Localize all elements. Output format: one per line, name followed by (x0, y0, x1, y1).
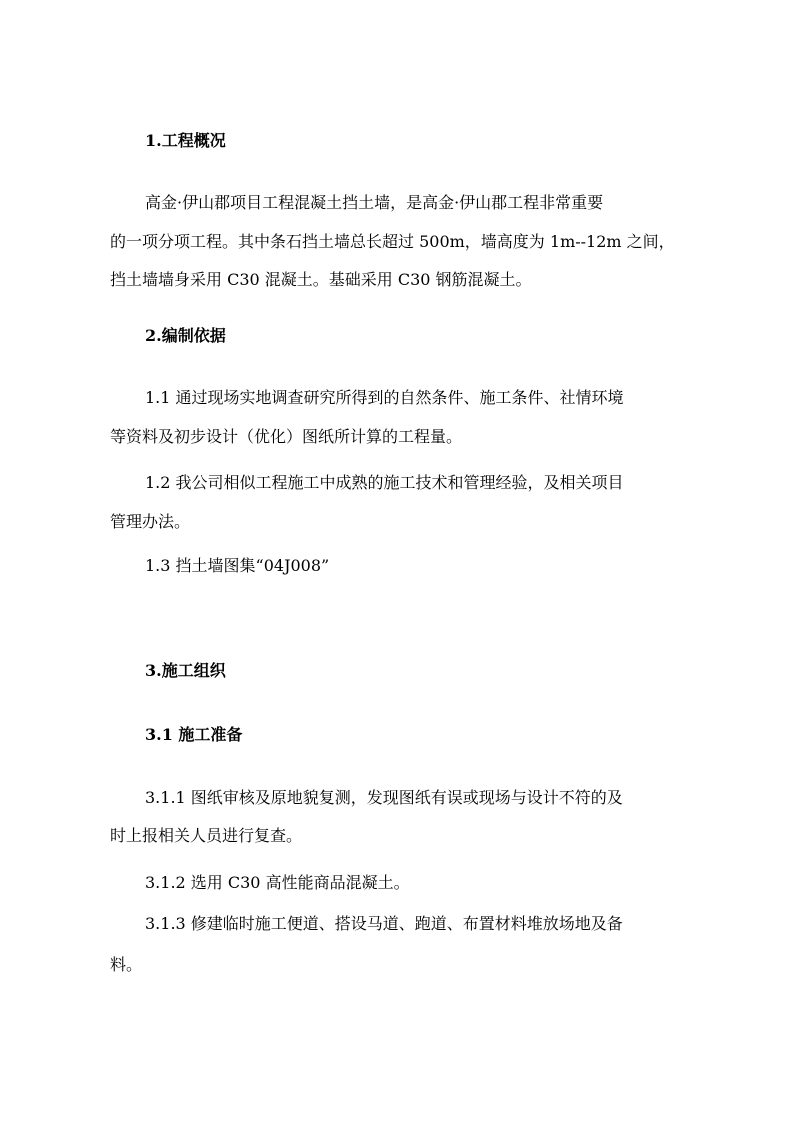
paragraph-line: 料。 (110, 955, 143, 974)
paragraph-line: 3.1.2 选用 C30 高性能商品混凝土。 (145, 873, 410, 892)
paragraph-line: 高金·伊山郡项目工程混凝土挡土墙，是高金·伊山郡工程非常重要 (145, 193, 604, 212)
section-heading-3: 3.施工组织 (145, 661, 226, 680)
paragraph-line: 管理办法。 (110, 512, 191, 531)
paragraph-line: 1.1 通过现场实地调查研究所得到的自然条件、施工条件、社情环境 (145, 388, 624, 407)
paragraph-line: 1.3 挡土墙图集“04J008” (145, 556, 330, 575)
paragraph-line: 3.1.3 修建临时施工便道、搭设马道、跑道、布置材料堆放场地及备 (145, 914, 623, 933)
paragraph-line: 1.2 我公司相似工程施工中成熟的施工技术和管理经验，及相关项目 (145, 473, 624, 492)
paragraph-line: 3.1.1 图纸审核及原地貌复测，发现图纸有误或现场与设计不符的及 (145, 788, 623, 807)
paragraph-line: 的一项分项工程。其中条石挡土墙总长超过 500m，墙高度为 1m--12m 之间， (110, 232, 675, 251)
paragraph-line: 时上报相关人员进行复查。 (110, 826, 303, 845)
subsection-heading-3-1: 3.1 施工准备 (145, 725, 243, 744)
paragraph-line: 等资料及初步设计（优化）图纸所计算的工程量。 (110, 427, 463, 446)
section-heading-2: 2.编制依据 (145, 326, 226, 345)
section-heading-1: 1.工程概况 (145, 131, 226, 150)
paragraph-line: 挡土墙墙身采用 C30 混凝土。基础采用 C30 钢筋混凝土。 (110, 270, 532, 289)
